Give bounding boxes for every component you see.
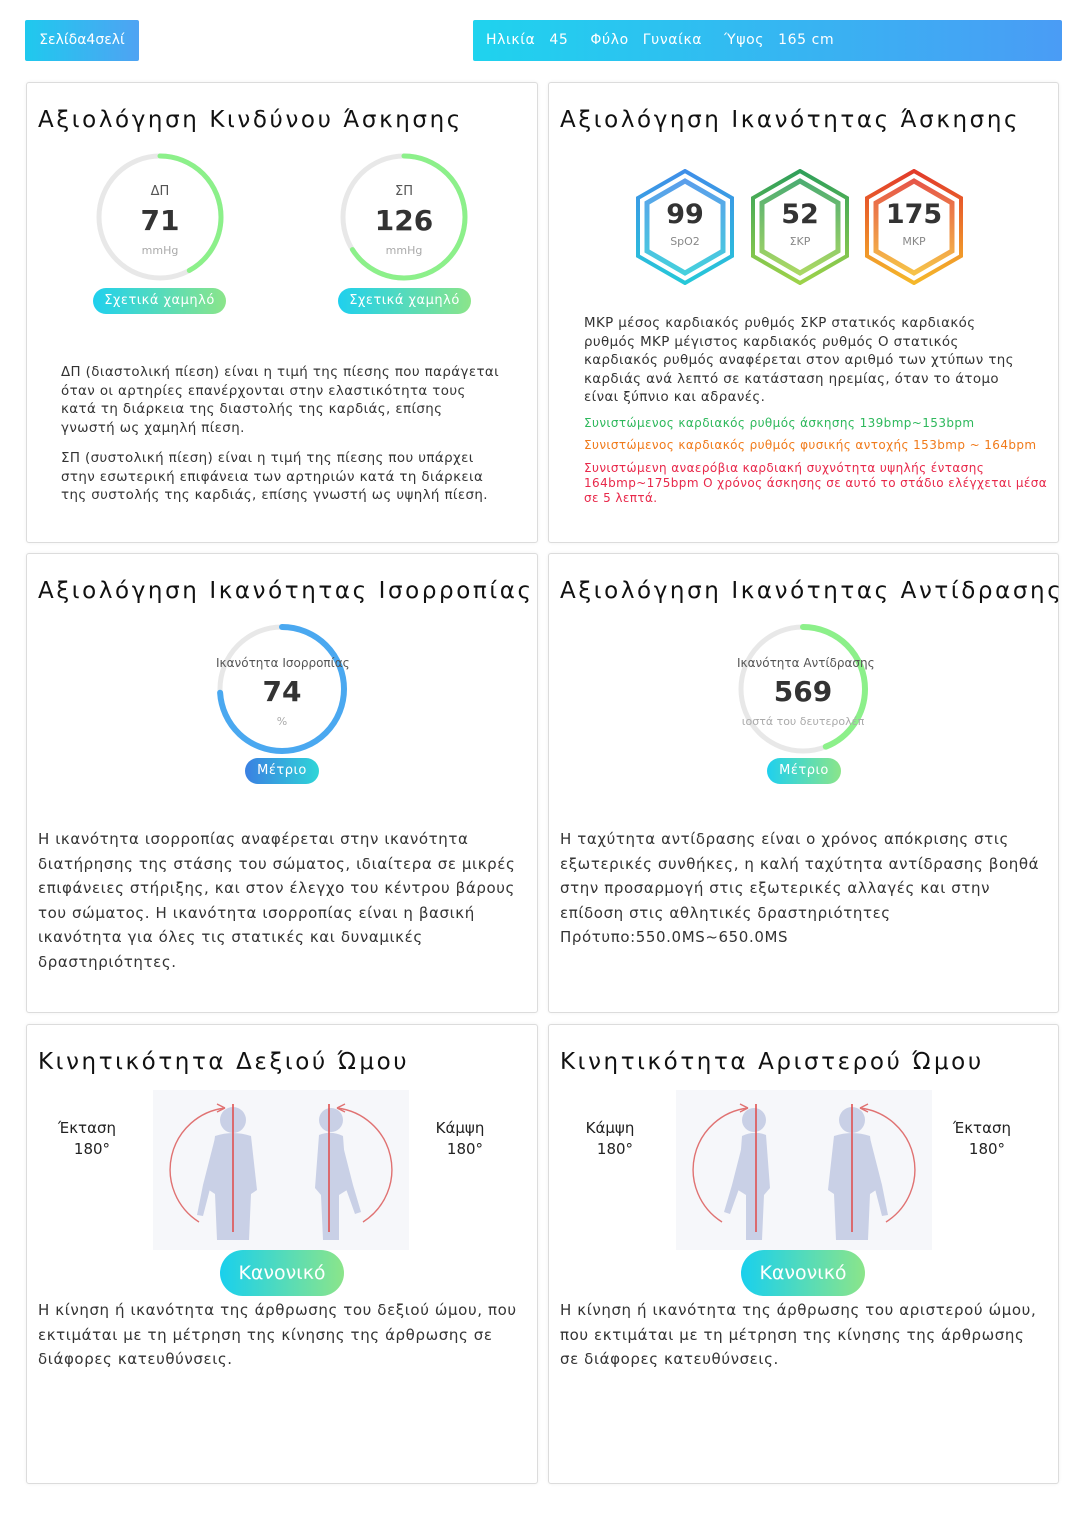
height-label: Ύψος [724, 32, 765, 48]
card-title: Αξιολόγηση Κινδύνου Άσκησης [38, 107, 463, 133]
right-shoulder-card [26, 1024, 538, 1484]
reaction-ring [737, 623, 875, 755]
balance-status-badge: Μέτριο [245, 758, 319, 784]
age-label: Ηλικία [486, 32, 536, 48]
right-shoulder-description: Η κίνηση ή ικανότητα της άρθρωσης του δεξιού ώμου, που εκτιμάται με τη μέτρηση της κίνησης της άρθρωσης σε διάφορες κατευθύνσεις. [38, 1301, 517, 1368]
hex-badge [864, 169, 964, 285]
sp-value: 126 [374, 204, 434, 237]
right-shoulder-figure [153, 1090, 409, 1250]
card-title: Αξιολόγηση Ικανότητας Ισορροπίας [38, 578, 534, 604]
reaction-card [548, 553, 1064, 1013]
flexion-label [425, 1118, 495, 1160]
reaction-value: 569 [773, 675, 833, 708]
left-shoulder-status-badge: Κανονικό [741, 1250, 865, 1296]
balance-ring [216, 623, 348, 755]
height-value: 165 cm [778, 32, 835, 48]
reaction-description: Η ταχύτητα αντίδρασης είναι ο χρόνος απόκρισης στις εξωτερικές συνθήκες, η καλή ταχύτητα αντίδρασης βοηθά στην προσαρμογή στις εξωτερικές αλλαγές και στην επίδοση στις αθλητικές δραστηριότητες Πρότυπο:550.0MS~650.0MS [560, 830, 1040, 946]
hex-value: 99 [666, 199, 704, 230]
dp-value: 71 [140, 204, 180, 237]
dp-unit: mmHg [141, 244, 179, 257]
right-shoulder-status-badge: Κανονικό [220, 1250, 344, 1296]
left-shoulder-figure [676, 1090, 932, 1250]
balance-value: 74 [262, 675, 302, 708]
card-title: Αξιολόγηση Ικανότητας Άσκησης [560, 107, 1021, 133]
extension-value: 180° [73, 1140, 111, 1158]
dp-label: ΔΠ [150, 184, 170, 199]
sp-status-badge: Σχετικά χαμηλό [338, 288, 471, 314]
hex-value: 175 [885, 199, 943, 230]
flexion-label-text: Κάμψη [585, 1119, 635, 1137]
flexion-value: 180° [446, 1140, 484, 1158]
recommended-endurance-rate: Συνιστώμενος καρδιακός ρυθμός φυσικής αντοχής 153bmp ~ 164bpm [584, 438, 1037, 452]
extension-label-text: Έκταση [58, 1119, 116, 1137]
reaction-unit: ιοστά του δευτερολέπ [741, 715, 865, 728]
flexion-label-text: Κάμψη [435, 1119, 485, 1137]
sp-description: ΣΠ (συστολική πίεση) είναι η τιμή της πίεσης που υπάρχει στην εσωτερική επιφάνεια των αρτηριών κατά τη διάρκεια της συστολής της καρδιάς, επίσης γνωστή ως υψηλή πίεση. [61, 451, 488, 503]
exercise-capacity-card [548, 82, 1059, 543]
card-title: Κινητικότητα Αριστερού Ώμου [560, 1049, 984, 1075]
gender-value: Γυναίκα [642, 32, 703, 48]
reaction-ring-label: Ικανότητα Αντίδρασης [737, 656, 875, 670]
hex-value: 52 [781, 199, 819, 230]
dp-status-badge: Σχετικά χαμηλό [93, 288, 226, 314]
dp-ring [95, 152, 225, 282]
extension-value: 180° [968, 1140, 1006, 1158]
exercise-risk-card [26, 82, 538, 543]
recommended-anaerobic-rate-line1: Συνιστώμενη αναερόβια καρδιακή συχνότητα υψηλής έντασης [584, 461, 985, 475]
heart-rate-description: ΜΚΡ μέσος καρδιακός ρυθμός ΣΚΡ στατικός καρδιακός ρυθμός ΜΚΡ μέγιστος καρδιακός ρυθμός Ο στατικός καρδιακός ρυθμός αναφέρεται στον αριθμό των χτύπων της καρδιάς ανά λεπτό σε κατάσταση ηρεμίας, όταν το άτομο είναι ξύπνιο και αδρανές. [584, 316, 1014, 405]
recommended-anaerobic-rate-line2: 164bmp~175bpm Ο χρόνος άσκησης σε αυτό το στάδιο ελέγχεται μέσα [584, 476, 1048, 490]
flexion-value: 180° [596, 1140, 634, 1158]
balance-card [26, 553, 538, 1013]
flexion-label [575, 1118, 645, 1160]
sp-ring [339, 152, 469, 282]
sp-unit: mmHg [385, 244, 423, 257]
hex-badge [635, 169, 735, 285]
extension-label-text: Έκταση [953, 1119, 1011, 1137]
extension-label [947, 1118, 1017, 1160]
left-shoulder-card [548, 1024, 1059, 1484]
age-value: 45 [549, 32, 569, 48]
gender-label: Φύλο [590, 32, 629, 48]
balance-unit: % [276, 715, 288, 728]
recommended-anaerobic-rate-line3: σε 5 λεπτά. [584, 491, 658, 505]
sp-label: ΣΠ [395, 184, 413, 199]
card-title: Αξιολόγηση Ικανότητας Αντίδρασης [560, 578, 1064, 604]
balance-description: Η ικανότητα ισορροπίας αναφέρεται στην ικανότητα διατήρησης της στάσης του σώματος, ιδιαίτερα σε μικρές επιφάνειες στήριξης, και στον έλεγχο του κέντρου βάρους του σώματος. Η ικανότητα ισορροπίας είναι η βασική ικανότητα για όλες τις στατικές και δυναμικές δραστηριότητες. [38, 830, 516, 971]
hex-unit: ΜΚΡ [902, 235, 926, 248]
hex-unit: ΣΚΡ [789, 235, 811, 248]
hex-badge [750, 169, 850, 285]
card-title: Κινητικότητα Δεξιού Ώμου [38, 1049, 410, 1075]
page-label: Σελίδα4σελί [25, 20, 139, 61]
extension-label [52, 1118, 122, 1160]
dp-description: ΔΠ (διαστολική πίεση) είναι η τιμή της πίεσης που παράγεται όταν οι αρτηρίες επανέρχονται στην ελαστικότητα τους κατά τη διάρκεια της διαστολής της καρδιάς, επίσης γνωστή ως χαμηλή πίεση. [61, 365, 500, 436]
balance-ring-label: Ικανότητα Ισορροπίας [216, 656, 350, 670]
recommended-exercise-rate: Συνιστώμενος καρδιακός ρυθμός άσκησης 139bmp~153bpm [584, 416, 975, 430]
reaction-status-badge: Μέτριο [767, 758, 841, 784]
hex-unit: SpO2 [670, 235, 700, 248]
left-shoulder-description: Η κίνηση ή ικανότητα της άρθρωσης του αριστερού ώμου, που εκτιμάται με τη μέτρηση της κίνησης της άρθρωσης σε διάφορες κατευθύνσεις. [560, 1301, 1037, 1368]
patient-info-bar [473, 20, 1062, 61]
